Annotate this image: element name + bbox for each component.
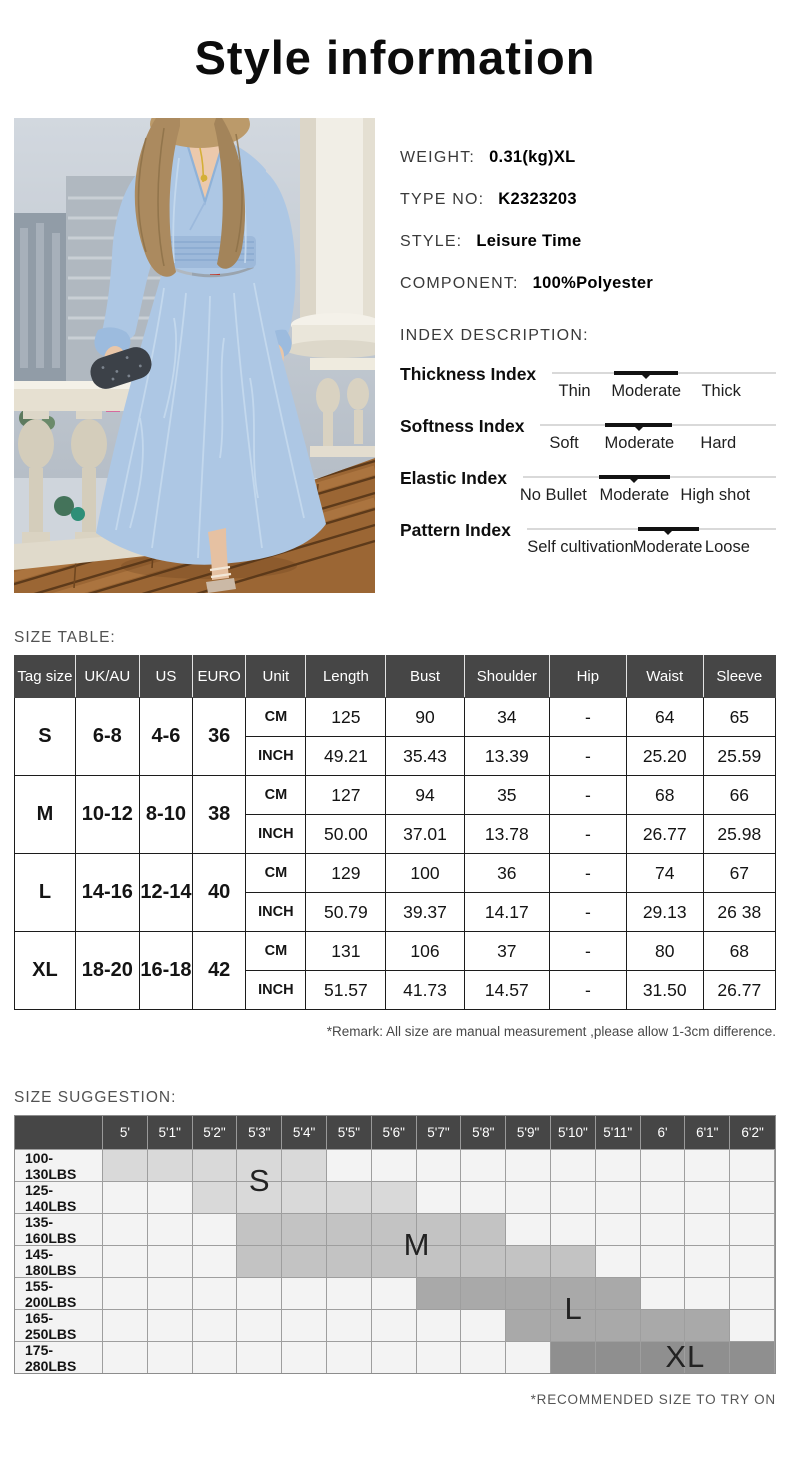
measurement-cell: 51.57	[306, 971, 386, 1010]
product-field-value: 100%Polyester	[532, 274, 654, 292]
index-level-label: Thick	[701, 382, 741, 400]
index-level-label: No Bullet	[519, 486, 587, 504]
suggestion-cell-l	[596, 1309, 641, 1341]
index-track	[552, 363, 776, 415]
suggestion-cell-m	[282, 1213, 327, 1245]
weight-label: 145-180LBS	[15, 1245, 103, 1277]
suggestion-cell	[327, 1341, 372, 1373]
height-header: 5'11"	[596, 1116, 641, 1149]
measurement-cell: -	[549, 932, 626, 971]
weight-label: 135-160LBS	[15, 1213, 103, 1245]
suggestion-cell-l	[461, 1277, 506, 1309]
size-column-header: UK/AU	[75, 656, 139, 698]
size-table-remark: *Remark: All size are manual measurement ,please allow 1-3cm difference.	[326, 1024, 776, 1039]
size-row-cm	[15, 698, 776, 737]
top-section	[0, 118, 790, 593]
index-level-label: Moderate	[611, 382, 682, 400]
suggestion-cell	[327, 1149, 372, 1181]
index-level-label: Moderate	[604, 434, 675, 452]
product-field	[400, 274, 776, 293]
measurement-cell: -	[549, 776, 626, 815]
suggestion-cell	[148, 1277, 193, 1309]
measurement-cell: 131	[306, 932, 386, 971]
suggestion-cell	[282, 1341, 327, 1373]
height-header: 6'2"	[730, 1116, 775, 1149]
measurement-cell: 25.59	[703, 737, 775, 776]
page-title: Style information	[194, 31, 596, 84]
measurement-cell: 94	[386, 776, 464, 815]
size-column-header: Waist	[626, 656, 703, 698]
uk-au-cell: 18-20	[75, 932, 139, 1010]
suggestion-cell	[282, 1309, 327, 1341]
unit-cell: CM	[246, 698, 306, 737]
size-row-cm	[15, 776, 776, 815]
us-cell: 8-10	[139, 776, 192, 854]
suggestion-cell	[730, 1309, 775, 1341]
index-level-label: Self cultivation	[527, 538, 634, 556]
suggestion-cell	[148, 1341, 193, 1373]
product-field-label: WEIGHT:	[400, 149, 476, 166]
measurement-cell: 13.78	[464, 815, 549, 854]
unit-cell: INCH	[246, 893, 306, 932]
size-column-header: Hip	[549, 656, 626, 698]
height-header: 5'10"	[551, 1116, 596, 1149]
suggestion-cell	[148, 1181, 193, 1213]
size-column-header: Unit	[246, 656, 306, 698]
product-field	[400, 190, 776, 209]
suggestion-cell	[506, 1149, 551, 1181]
product-field-label: COMPONENT:	[400, 275, 519, 292]
suggestion-cell	[596, 1181, 641, 1213]
suggestion-cell	[327, 1309, 372, 1341]
height-header: 6'	[641, 1116, 686, 1149]
index-marker	[605, 423, 672, 428]
product-photo-illustration	[14, 118, 375, 593]
measurement-cell: 50.00	[306, 815, 386, 854]
suggestion-cell	[103, 1245, 148, 1277]
size-column-header: Tag size	[15, 656, 76, 698]
suggestion-cell-m	[372, 1245, 417, 1277]
suggestion-cell	[506, 1181, 551, 1213]
suggestion-cell	[641, 1149, 686, 1181]
measurement-cell: 49.21	[306, 737, 386, 776]
suggestion-cell-m	[461, 1213, 506, 1245]
unit-cell: CM	[246, 932, 306, 971]
suggestion-cell	[372, 1277, 417, 1309]
uk-au-cell: 14-16	[75, 854, 139, 932]
product-field	[400, 148, 776, 167]
suggestion-cell-m	[551, 1245, 596, 1277]
index-description-heading: INDEX DESCRIPTION:	[400, 327, 589, 344]
index-track	[527, 519, 776, 571]
suggestion-cell	[103, 1181, 148, 1213]
suggestion-cell	[103, 1309, 148, 1341]
measurement-cell: 64	[626, 698, 703, 737]
weight-label: 155-200LBS	[15, 1277, 103, 1309]
suggestion-cell	[685, 1245, 730, 1277]
suggestion-cell	[148, 1213, 193, 1245]
suggestion-cell-l	[417, 1277, 462, 1309]
suggestion-cell	[417, 1309, 462, 1341]
suggestion-cell	[596, 1245, 641, 1277]
index-level-label: Moderate	[599, 486, 670, 504]
suggestion-cell	[103, 1213, 148, 1245]
index-level-label: Moderate	[632, 538, 703, 556]
suggestion-cell-s	[193, 1181, 238, 1213]
suggestion-cell-l	[506, 1309, 551, 1341]
suggestion-cell	[641, 1277, 686, 1309]
measurement-cell: 68	[626, 776, 703, 815]
suggestion-cell	[103, 1341, 148, 1373]
tag-size-cell: L	[15, 854, 76, 932]
height-header: 5'6"	[372, 1116, 417, 1149]
euro-cell: 38	[193, 776, 246, 854]
suggestion-cell-s	[193, 1149, 238, 1181]
suggestion-cell	[506, 1341, 551, 1373]
measurement-cell: 37.01	[386, 815, 464, 854]
suggestion-cell-xl	[596, 1341, 641, 1373]
suggestion-cell	[193, 1341, 238, 1373]
measurement-cell: 100	[386, 854, 464, 893]
measurement-cell: 50.79	[306, 893, 386, 932]
product-photo	[14, 118, 375, 593]
suggestion-cell	[730, 1245, 775, 1277]
weight-label: 125-140LBS	[15, 1181, 103, 1213]
size-table-header-row	[15, 656, 776, 698]
index-track	[540, 415, 776, 467]
measurement-cell: -	[549, 737, 626, 776]
suggestion-cell-s	[327, 1181, 372, 1213]
suggestion-cell-l	[506, 1277, 551, 1309]
suggestion-cell	[103, 1277, 148, 1309]
index-row	[400, 467, 776, 519]
suggestion-cell-s	[103, 1149, 148, 1181]
tag-size-cell: M	[15, 776, 76, 854]
suggestion-cell	[282, 1277, 327, 1309]
product-field-value: 0.31(kg)XL	[489, 148, 576, 166]
measurement-cell: 127	[306, 776, 386, 815]
measurement-cell: 80	[626, 932, 703, 971]
suggestion-cell	[551, 1149, 596, 1181]
measurement-cell: 13.39	[464, 737, 549, 776]
size-suggestion-grid	[15, 1116, 775, 1373]
suggestion-cell-l	[641, 1309, 686, 1341]
height-header: 6'1"	[685, 1116, 730, 1149]
region-label-xl: XL	[665, 1339, 706, 1374]
index-marker	[614, 371, 678, 376]
index-level-label: Soft	[549, 434, 579, 452]
measurement-cell: 39.37	[386, 893, 464, 932]
measurement-cell: 26.77	[626, 815, 703, 854]
suggestion-cell	[551, 1181, 596, 1213]
product-field	[400, 232, 776, 251]
suggestion-cell-s	[372, 1181, 417, 1213]
suggestion-cell	[372, 1341, 417, 1373]
measurement-cell: 25.20	[626, 737, 703, 776]
weight-label: 100-130LBS	[15, 1149, 103, 1181]
index-name: Pattern Index	[400, 520, 511, 540]
recommended-size-note: *RECOMMENDED SIZE TO TRY ON	[530, 1392, 776, 1407]
suggestion-cell-m	[461, 1245, 506, 1277]
measurement-cell: 36	[464, 854, 549, 893]
measurement-cell: 14.57	[464, 971, 549, 1010]
suggestion-cell-s	[237, 1181, 282, 1213]
suggestion-corner-cell	[15, 1116, 103, 1149]
suggestion-cell	[730, 1149, 775, 1181]
suggestion-cell-m	[417, 1245, 462, 1277]
suggestion-cell	[596, 1213, 641, 1245]
suggestion-cell	[417, 1341, 462, 1373]
us-cell: 4-6	[139, 698, 192, 776]
suggestion-cell-xl	[730, 1341, 775, 1373]
suggestion-cell	[327, 1277, 372, 1309]
suggestion-cell-m	[237, 1245, 282, 1277]
index-marker	[599, 475, 670, 480]
suggestion-cell-m	[372, 1213, 417, 1245]
weight-label: 175-280LBS	[15, 1341, 103, 1373]
uk-au-cell: 10-12	[75, 776, 139, 854]
measurement-cell: -	[549, 971, 626, 1010]
euro-cell: 40	[193, 854, 246, 932]
measurement-cell: -	[549, 893, 626, 932]
product-field-label: TYPE NO:	[400, 191, 485, 208]
index-level-label: Thin	[558, 382, 591, 400]
measurement-cell: 65	[703, 698, 775, 737]
measurement-cell: 26.77	[703, 971, 775, 1010]
uk-au-cell: 6-8	[75, 698, 139, 776]
measurement-cell: 68	[703, 932, 775, 971]
height-header: 5'	[103, 1116, 148, 1149]
size-column-header: EURO	[193, 656, 246, 698]
index-row	[400, 363, 776, 415]
suggestion-cell-xl	[551, 1341, 596, 1373]
product-field-value: K2323203	[498, 190, 577, 208]
suggestion-cell-s	[148, 1149, 193, 1181]
measurement-cell: 34	[464, 698, 549, 737]
index-row	[400, 519, 776, 571]
suggestion-cell-l	[596, 1277, 641, 1309]
suggestion-cell	[148, 1245, 193, 1277]
product-field-value: Leisure Time	[476, 232, 582, 250]
suggestion-cell	[641, 1213, 686, 1245]
region-label-m: M	[403, 1227, 431, 1262]
suggestion-cell	[685, 1277, 730, 1309]
size-column-header: Shoulder	[464, 656, 549, 698]
measurement-cell: 41.73	[386, 971, 464, 1010]
measurement-cell: -	[549, 815, 626, 854]
size-row-cm	[15, 932, 776, 971]
index-track	[519, 467, 776, 519]
suggestion-cell-m	[237, 1213, 282, 1245]
height-header: 5'7"	[417, 1116, 462, 1149]
measurement-cell: 14.17	[464, 893, 549, 932]
euro-cell: 36	[193, 698, 246, 776]
index-name: Softness Index	[400, 416, 525, 436]
index-name: Elastic Index	[400, 468, 507, 488]
us-cell: 16-18	[139, 932, 192, 1010]
measurement-cell: 35.43	[386, 737, 464, 776]
euro-cell: 42	[193, 932, 246, 1010]
suggestion-cell-m	[327, 1213, 372, 1245]
measurement-cell: 37	[464, 932, 549, 971]
size-column-header: US	[139, 656, 192, 698]
suggestion-cell	[237, 1341, 282, 1373]
measurement-cell: 66	[703, 776, 775, 815]
region-label-l: L	[564, 1291, 583, 1326]
size-suggestion-heading: SIZE SUGGESTION:	[14, 1089, 177, 1106]
index-description-list	[400, 363, 776, 571]
suggestion-cell	[193, 1213, 238, 1245]
height-header: 5'1"	[148, 1116, 193, 1149]
index-level-label: High shot	[680, 486, 751, 504]
suggestion-cell	[372, 1309, 417, 1341]
suggestion-cell	[193, 1277, 238, 1309]
us-cell: 12-14	[139, 854, 192, 932]
suggestion-cell	[730, 1213, 775, 1245]
size-table	[14, 655, 776, 1010]
suggestion-cell-m	[506, 1245, 551, 1277]
suggestion-cell-l	[551, 1309, 596, 1341]
size-row-cm	[15, 854, 776, 893]
measurement-cell: 29.13	[626, 893, 703, 932]
suggestion-cell-l	[685, 1309, 730, 1341]
product-field-label: STYLE:	[400, 233, 463, 250]
height-header: 5'2"	[193, 1116, 238, 1149]
product-field-list	[400, 148, 776, 293]
measurement-cell: 74	[626, 854, 703, 893]
measurement-cell: 35	[464, 776, 549, 815]
suggestion-cell	[193, 1245, 238, 1277]
product-info-panel	[375, 118, 776, 593]
unit-cell: INCH	[246, 971, 306, 1010]
index-level-label: Loose	[704, 538, 750, 556]
suggestion-cell-l	[551, 1277, 596, 1309]
measurement-cell: 106	[386, 932, 464, 971]
suggestion-cell	[237, 1277, 282, 1309]
suggestion-cell	[417, 1181, 462, 1213]
unit-cell: INCH	[246, 737, 306, 776]
suggestion-cell-xl	[685, 1341, 730, 1373]
suggestion-cell	[237, 1309, 282, 1341]
suggestion-cell	[148, 1309, 193, 1341]
index-level-label: Hard	[700, 434, 737, 452]
measurement-cell: 67	[703, 854, 775, 893]
size-column-header: Sleeve	[703, 656, 775, 698]
unit-cell: INCH	[246, 815, 306, 854]
suggestion-cell	[685, 1181, 730, 1213]
suggestion-cell-m	[417, 1213, 462, 1245]
suggestion-cell-m	[282, 1245, 327, 1277]
unit-cell: CM	[246, 776, 306, 815]
measurement-cell: 26 38	[703, 893, 775, 932]
suggestion-cell	[461, 1181, 506, 1213]
size-suggestion-chart	[14, 1115, 776, 1374]
suggestion-cell	[193, 1309, 238, 1341]
index-row	[400, 415, 776, 467]
suggestion-cell	[685, 1213, 730, 1245]
height-header: 5'5"	[327, 1116, 372, 1149]
suggestion-cell	[506, 1213, 551, 1245]
unit-cell: CM	[246, 854, 306, 893]
suggestion-cell	[730, 1277, 775, 1309]
size-column-header: Bust	[386, 656, 464, 698]
height-header: 5'3"	[237, 1116, 282, 1149]
suggestion-cell	[372, 1149, 417, 1181]
height-header: 5'8"	[461, 1116, 506, 1149]
measurement-cell: -	[549, 854, 626, 893]
suggestion-cell	[417, 1149, 462, 1181]
suggestion-cell-s	[282, 1149, 327, 1181]
size-column-header: Length	[306, 656, 386, 698]
suggestion-cell	[461, 1149, 506, 1181]
suggestion-cell	[641, 1181, 686, 1213]
suggestion-cell-s	[282, 1181, 327, 1213]
suggestion-cell-xl	[641, 1341, 686, 1373]
index-marker	[638, 527, 699, 532]
suggestion-cell	[730, 1181, 775, 1213]
tag-size-cell: S	[15, 698, 76, 776]
index-name: Thickness Index	[400, 364, 537, 384]
suggestion-cell	[461, 1309, 506, 1341]
tag-size-cell: XL	[15, 932, 76, 1010]
measurement-cell: 129	[306, 854, 386, 893]
suggestion-cell	[641, 1245, 686, 1277]
measurement-cell: 31.50	[626, 971, 703, 1010]
measurement-cell: 25.98	[703, 815, 775, 854]
size-table-heading: SIZE TABLE:	[14, 629, 116, 646]
suggestion-cell	[551, 1213, 596, 1245]
height-header: 5'4"	[282, 1116, 327, 1149]
suggestion-cell	[461, 1341, 506, 1373]
suggestion-cell-s	[237, 1149, 282, 1181]
suggestion-cell	[685, 1149, 730, 1181]
height-header: 5'9"	[506, 1116, 551, 1149]
suggestion-cell-m	[327, 1245, 372, 1277]
measurement-cell: 125	[306, 698, 386, 737]
region-label-s: S	[248, 1163, 271, 1198]
measurement-cell: -	[549, 698, 626, 737]
measurement-cell: 90	[386, 698, 464, 737]
weight-label: 165-250LBS	[15, 1309, 103, 1341]
suggestion-cell	[596, 1149, 641, 1181]
